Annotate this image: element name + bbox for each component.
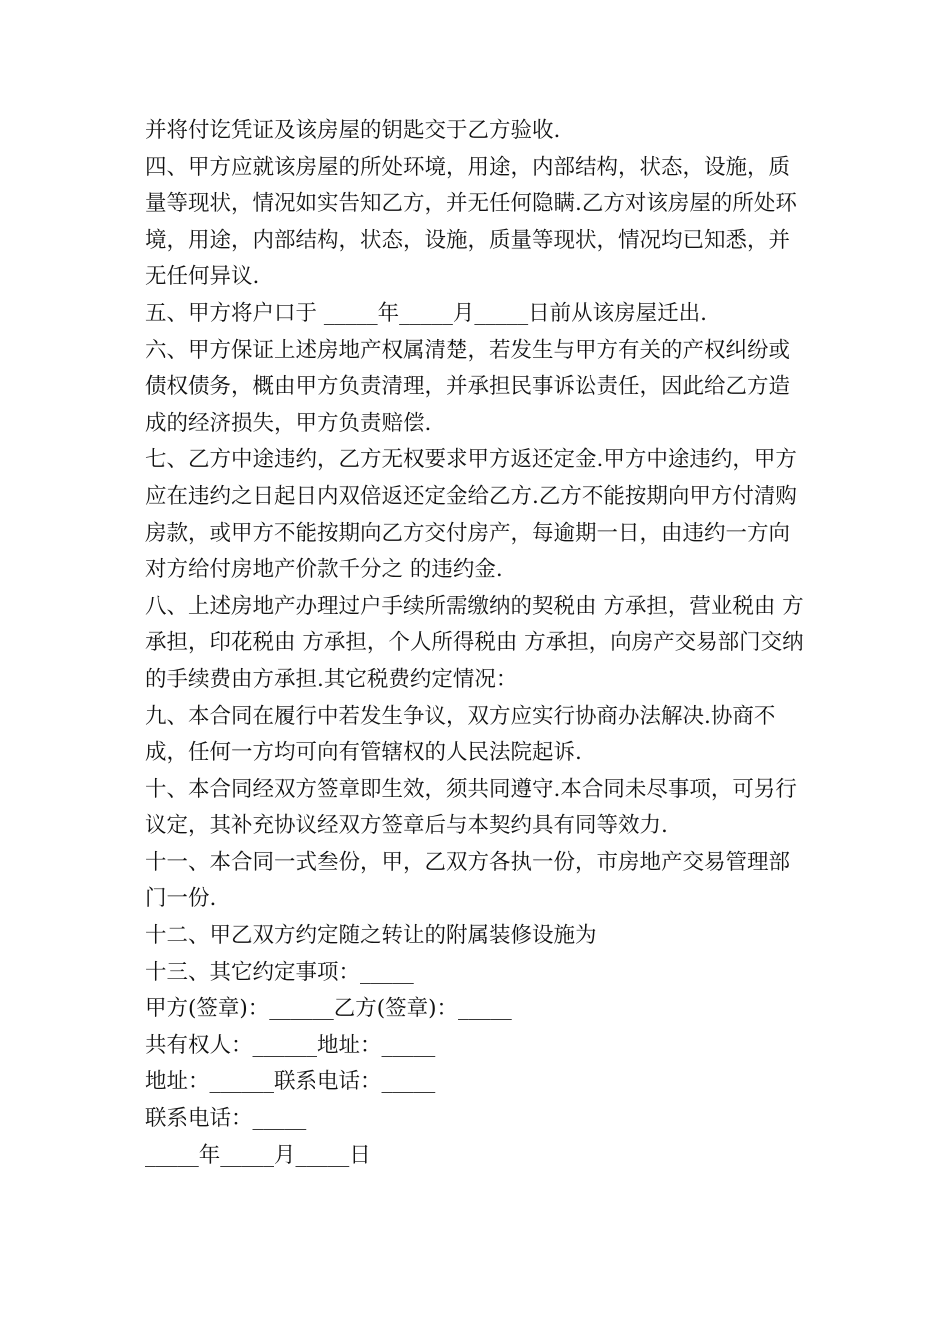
- date-line: _____年_____月_____日: [145, 1142, 371, 1168]
- clause-12-fixtures: 十二、甲乙双方约定随之转让的附属装修设施为: [145, 923, 597, 949]
- clause-11-copies: 十一、本合同一式叁份，甲，乙双方各执一份，市房地产交易管理部门一份.: [145, 849, 791, 912]
- signature-line-parties: 甲方(签章)：______乙方(签章)：_____: [145, 996, 512, 1022]
- clause-4-disclosure: 四、甲方应就该房屋的所处环境，用途，内部结构，状态，设施，质量等现状，情况如实告知乙方，并无任何隐瞒.乙方对该房屋的所处环境，用途，内部结构，状态，设施，质量等现状，情况均已知悉，并无任何异议.: [145, 154, 797, 290]
- clause-9-disputes: 九、本合同在履行中若发生争议，双方应实行协商办法解决.协商不成，任何一方均可向有管辖权的人民法院起诉.: [145, 703, 776, 766]
- clause-7-breach: 七、乙方中途违约，乙方无权要求甲方返还定金.甲方中途违约，甲方应在违约之日起日内双倍返还定金给乙方.乙方不能按期向甲方付清购房款，或甲方不能按期向乙方交付房产，每逾期一日，由违约一方向对方给付房地产价款千分之 的违约金.: [145, 447, 797, 583]
- contract-page: [145, 113, 810, 1174]
- address-phone-line: 地址：______联系电话：_____: [145, 1069, 436, 1095]
- phone-line: 联系电话：_____: [145, 1106, 307, 1132]
- clause-8-taxes: 八、上述房地产办理过户手续所需缴纳的契税由 方承担，营业税由 方承担，印花税由 方承担，个人所得税由 方承担，向房产交易部门交纳的手续费由方承担.其它税费约定情况：: [145, 593, 804, 692]
- clause-6-title-guarantee: 六、甲方保证上述房地产权属清楚，若发生与甲方有关的产权纠纷或债权债务，概由甲方负责清理，并承担民事诉讼责任，因此给乙方造成的经济损失，甲方负责赔偿.: [145, 337, 791, 436]
- co-owner-address-line: 共有权人：______地址：_____: [145, 1032, 436, 1058]
- paragraph-handover: 并将付讫凭证及该房屋的钥匙交于乙方验收.: [145, 118, 561, 143]
- clause-13-other-terms: 十三、其它约定事项：_____: [145, 959, 414, 985]
- clause-10-effectiveness: 十、本合同经双方签章即生效，须共同遵守.本合同未尽事项，可另行议定，其补充协议经双方签章后与本契约具有同等效力.: [145, 776, 797, 839]
- clause-5-household-registration: 五、甲方将户口于 _____年_____月_____日前从该房屋迁出.: [145, 300, 707, 326]
